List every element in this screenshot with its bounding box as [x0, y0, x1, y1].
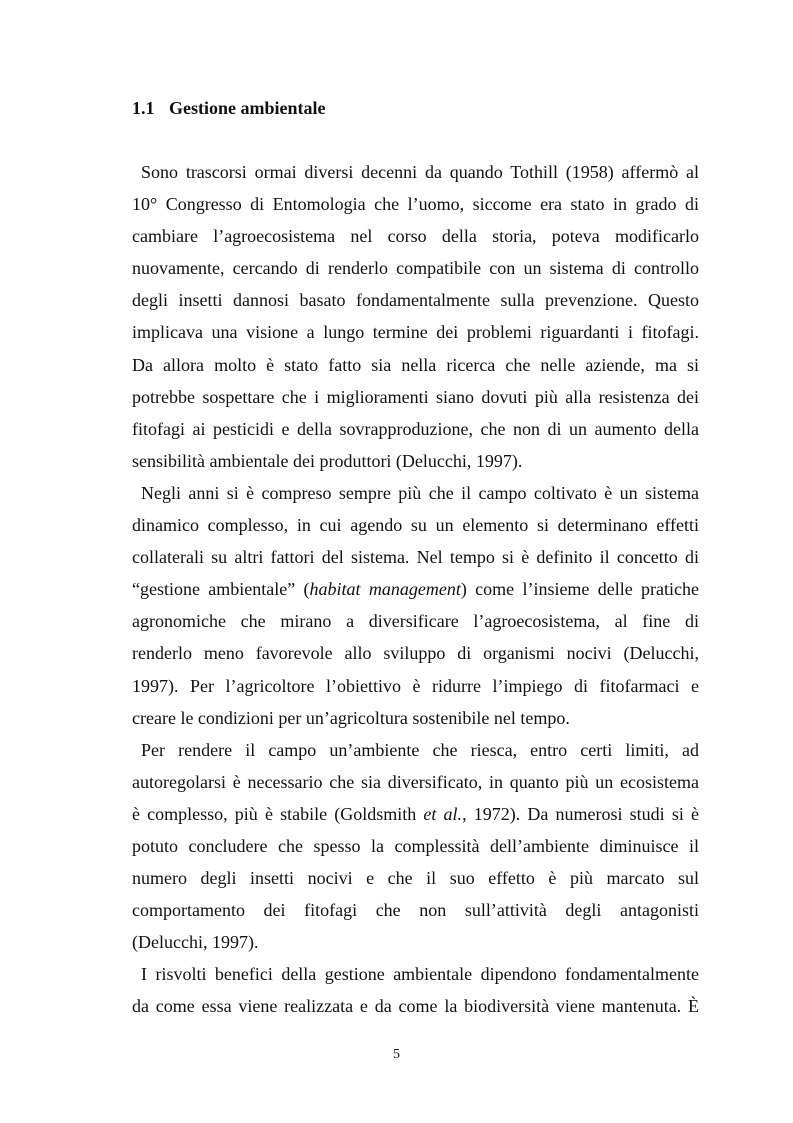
- text-line: Negli anni si è compreso sempre più che il campo coltivato è un sistema: [141, 482, 699, 503]
- text-line: Per rendere il campo un’ambiente che riesca, entro certi limiti, ad: [141, 739, 699, 760]
- text-line: comportamento dei fitofagi che non sull’attività degli antagonisti: [132, 900, 699, 921]
- section-heading: [132, 96, 325, 120]
- section-number: 1.1: [132, 98, 155, 118]
- text-line: cambiare l’agroecosistema nel corso della storia, poteva modificarlo: [132, 226, 699, 247]
- text-line: potrebbe sospettare che i miglioramenti siano dovuti più alla resistenza dei: [132, 386, 699, 407]
- text-line: è complesso, più è stabile (Goldsmith et al., 1972). Da numerosi studi si è: [132, 803, 699, 824]
- section-title: Gestione ambientale: [169, 98, 326, 118]
- text-line: collaterali su altri fattori del sistema. Nel tempo si è definito il concetto di: [132, 547, 699, 568]
- text-line: implicava una visione a lungo termine dei problemi riguardanti i fitofagi.: [132, 322, 699, 343]
- text-line: (Delucchi, 1997).: [132, 932, 259, 953]
- text-line: 10° Congresso di Entomologia che l’uomo, siccome era stato in grado di: [132, 194, 699, 215]
- text-line: “gestione ambientale” (habitat management) come l’insieme delle pratiche: [132, 579, 699, 600]
- text-line: sensibilità ambientale dei produttori (Delucchi, 1997).: [132, 450, 523, 471]
- text-line: potuto concludere che spesso la complessità dell’ambiente diminuisce il: [132, 835, 699, 856]
- text-line: 1997). Per l’agricoltore l’obiettivo è ridurre l’impiego di fitofarmaci e: [132, 675, 699, 696]
- text-line: Sono trascorsi ormai diversi decenni da quando Tothill (1958) affermò al: [141, 162, 699, 182]
- text-line: dinamico complesso, in cui agendo su un elemento si determinano effetti: [132, 515, 699, 536]
- text-line: Da allora molto è stato fatto sia nella ricerca che nelle aziende, ma si: [132, 354, 699, 375]
- body-text: [132, 159, 699, 1026]
- text-line: I risvolti benefici della gestione ambientale dipendono fondamentalmente: [141, 964, 699, 985]
- text-line: fitofagi ai pesticidi e della sovrapproduzione, che non di un aumento della: [132, 418, 699, 439]
- italic-term: habitat management: [309, 579, 461, 600]
- text-line: nuovamente, cercando di renderlo compatibile con un sistema di controllo: [132, 258, 699, 279]
- text-line: da come essa viene realizzata e da come la biodiversità viene mantenuta. È: [132, 996, 699, 1017]
- italic-term: et al.: [423, 803, 463, 824]
- text-line: numero degli insetti nocivi e che il suo effetto è più marcato sul: [132, 868, 699, 889]
- text-line: autoregolarsi è necessario che sia diversificato, in quanto più un ecosistema: [132, 771, 699, 792]
- text-line: renderlo meno favorevole allo sviluppo di organismi nocivi (Delucchi,: [132, 643, 699, 664]
- page-number: 5: [393, 1047, 400, 1062]
- text-line: agronomiche che mirano a diversificare l’agroecosistema, al fine di: [132, 611, 699, 632]
- text-line: creare le condizioni per un’agricoltura sostenibile nel tempo.: [132, 707, 570, 728]
- text-line: degli insetti dannosi basato fondamentalmente sulla prevenzione. Questo: [132, 290, 699, 311]
